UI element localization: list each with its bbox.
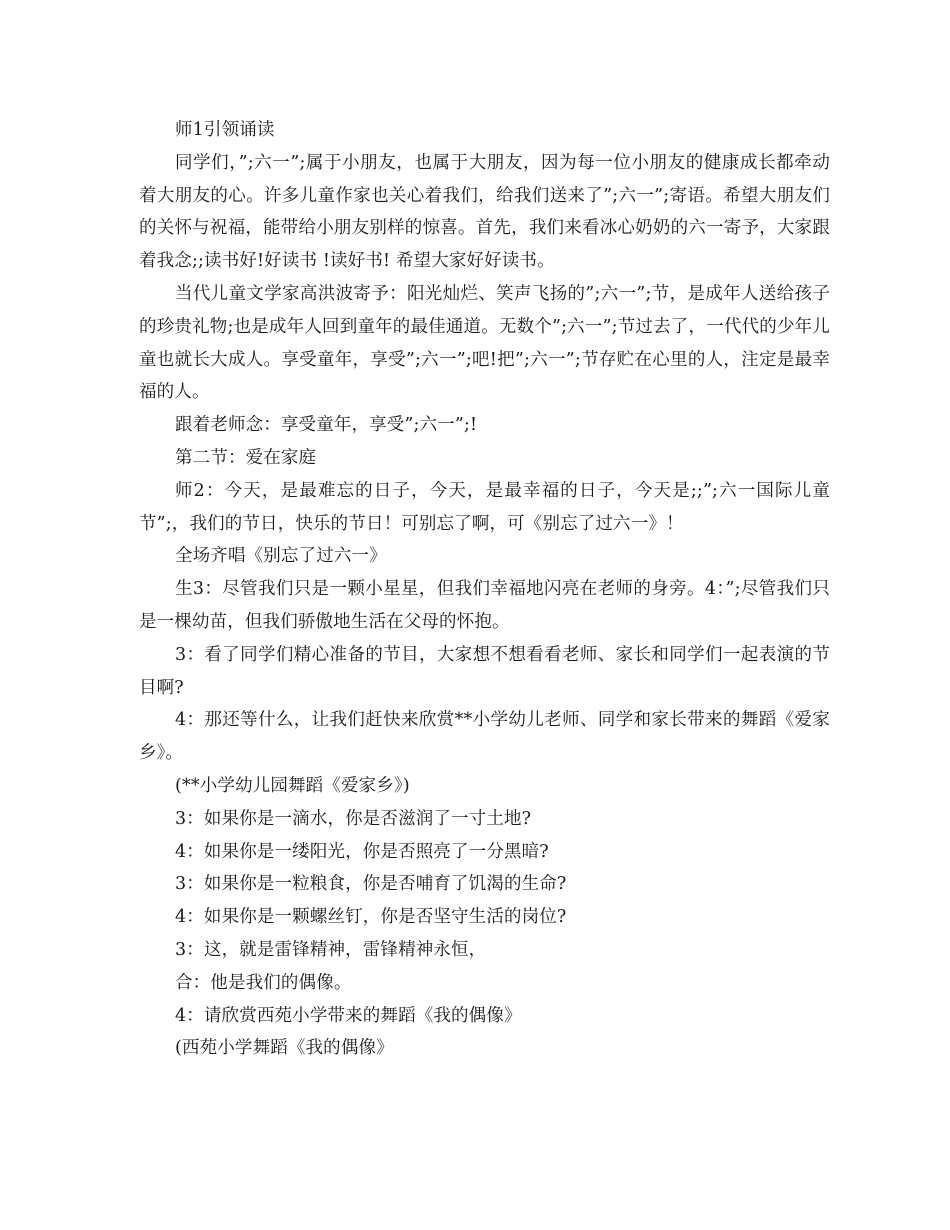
paragraph-19: (西苑小学舞蹈《我的偶像》 xyxy=(175,1038,394,1059)
paragraph-9: 3：看了同学们精心准备的节目，大家想不想看看老师、家长和同学们一起表演的节目啊? xyxy=(139,644,830,698)
paragraph-11: (**小学幼儿园舞蹈《爱家乡》) xyxy=(175,775,410,796)
paragraph-7: 全场齐唱《别忘了过六一》 xyxy=(175,546,387,567)
paragraph-15: 4：如果你是一颗螺丝钉，你是否坚守生活的岗位? xyxy=(175,907,567,928)
paragraph-14: 3：如果你是一粒粮食，你是否哺育了饥渴的生命? xyxy=(175,874,567,895)
paragraph-6: 师2：今天，是最难忘的日子，今天，是最幸福的日子，今天是;;”;六一国际儿童节”;，我们的节日，快乐的节日！可别忘了啊，可《别忘了过六一》！ xyxy=(139,480,830,534)
paragraph-18: 4：请欣赏西苑小学带来的舞蹈《我的偶像》 xyxy=(175,1005,522,1026)
paragraph-1: 师1引领诵读 xyxy=(175,120,275,140)
paragraph-3: 当代儿童文学家高洪波寄予：阳光灿烂、笑声飞扬的”;六一”;节，是成年人送给孩子的珍贵礼物;也是成年人回到童年的最佳通道。无数个”;六一”;节过去了，一代代的少年儿童也就长大成人。享受童年，享受”;六一”;吧!把”;六一”;节存贮在心里的人，注定是最幸福的人。 xyxy=(139,283,830,403)
paragraph-10: 4：那还等什么，让我们赶快来欣赏**小学幼儿老师、同学和家长带来的舞蹈《爱家乡》。 xyxy=(139,710,830,764)
paragraph-4: 跟着老师念：享受童年，享受”;六一”;! xyxy=(175,415,478,436)
paragraph-2: 同学们，”;六一”;属于小朋友，也属于大朋友，因为每一位小朋友的健康成长都牵动着大朋友的心。许多儿童作家也关心着我们，给我们送来了”;六一”;寄语。希望大朋友们的关怀与祝福，能带给小朋友别样的惊喜。首先，我们来看冰心奶奶的六一寄予，大家跟着我念;;读书好!好读书 !读好书! 希望大家好好读书。 xyxy=(139,152,830,272)
paragraph-13: 4：如果你是一缕阳光，你是否照亮了一分黑暗? xyxy=(175,841,549,862)
paragraph-12: 3：如果你是一滴水，你是否滋润了一寸土地? xyxy=(175,808,532,829)
paragraph-16: 3：这，就是雷锋精神，雷锋精神永恒， xyxy=(175,939,487,960)
paragraph-8: 生3：尽管我们只是一颗小星星，但我们幸福地闪亮在老师的身旁。4：”;尽管我们只是一棵幼苗，但我们骄傲地生活在父母的怀抱。 xyxy=(139,579,830,632)
paragraph-5: 第二节：爱在家庭 xyxy=(175,447,317,468)
paragraph-17: 合：他是我们的偶像。 xyxy=(175,972,352,993)
